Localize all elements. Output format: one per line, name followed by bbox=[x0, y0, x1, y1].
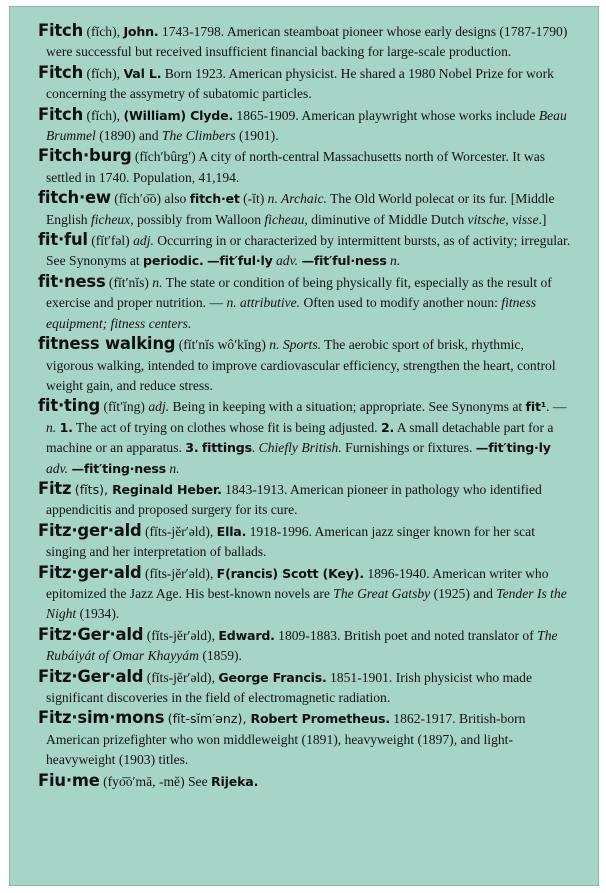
entry-bold-term: John. bbox=[123, 24, 159, 39]
entry-italic-text: n. Sports. bbox=[269, 337, 322, 353]
entry-italic-text: fitness equipment; fitness centers. bbox=[46, 295, 537, 331]
dictionary-entry bbox=[38, 667, 574, 709]
dictionary-entry bbox=[38, 521, 574, 563]
entry-headword: Fitch·burg bbox=[38, 146, 132, 166]
entry-text: (fĭch′bûrg′) A city of north-central Massachusetts north of Worcester. It was settled in 1740. Population, 41,194. bbox=[46, 149, 546, 185]
entry-text: (fĭts-jĕr′əld), bbox=[141, 523, 217, 539]
dictionary-entry bbox=[38, 479, 574, 521]
entry-headword: Fitz bbox=[38, 478, 72, 498]
entry-italic-text: adv. bbox=[276, 253, 299, 269]
entry-pronunciation: (fĭts), bbox=[74, 481, 113, 497]
entry-headword: fitch·ew bbox=[38, 188, 111, 208]
entry-text: A small detachable part for a machine or an apparatus. bbox=[46, 419, 554, 456]
entry-bold-term: Edward. bbox=[218, 627, 275, 643]
dictionary-entry bbox=[38, 63, 574, 105]
entry-headword: Fitz·ger·ald bbox=[38, 520, 142, 540]
entry-italic-text: Tender Is the Night bbox=[46, 585, 567, 622]
entry-italic-text: vitsche, visse bbox=[467, 211, 539, 227]
entry-bold-term: Robert Prometheus. bbox=[250, 711, 390, 727]
entry-text: (1925) and bbox=[430, 585, 497, 601]
entry-bold-term: —fit′ting·ly bbox=[475, 440, 551, 456]
entry-text: (fĭts-jĕr′əld), bbox=[141, 565, 217, 581]
entry-headword: Fitch bbox=[38, 104, 84, 124]
entry-bold-term: (William) Clyde. bbox=[123, 107, 234, 123]
entry-text: Often used to modify another noun: bbox=[300, 295, 502, 311]
entry-text: (fĭts-jĕr′əld), bbox=[143, 627, 219, 643]
entry-italic-text: adv. bbox=[46, 460, 69, 476]
entry-bold-term: fit¹ bbox=[525, 399, 547, 415]
entry-italic-text: adj. bbox=[148, 399, 170, 415]
entry-text: The state or condition of being physically fit, especially as the result of exercise and proper nutrition. — bbox=[46, 274, 552, 311]
entry-text: (fĭch), bbox=[83, 107, 124, 123]
entry-italic-text: n. bbox=[152, 274, 163, 290]
entry-text: (fĭt′fəl) bbox=[87, 233, 134, 249]
entry-italic-text: n. bbox=[169, 460, 180, 476]
entry-text: (fĭch), bbox=[83, 24, 124, 39]
entry-text: The aerobic sport of brisk, rhythmic, vigorous walking, intended to improve cardiovascular efficiency, strengthen the heart, control weight gain, and reduce stress. bbox=[46, 337, 556, 393]
entry-italic-text: adj. bbox=[133, 233, 154, 249]
entry-text: (fĭch′o͞o) also bbox=[110, 191, 190, 207]
entry-headword: Fitch bbox=[38, 21, 84, 40]
entry-bold-term: Val L. bbox=[123, 65, 162, 81]
entry-bold-term: 2. bbox=[380, 419, 395, 435]
entry-headword: Fitz·sim·mons bbox=[38, 708, 165, 728]
entry-italic-text: n. attributive. bbox=[226, 295, 301, 311]
entry-italic-text: Beau Brummel bbox=[46, 107, 567, 144]
entry-text: Furnishings or fixtures. bbox=[341, 440, 476, 456]
entry-text: 1865-1909. American playwright whose works include bbox=[233, 107, 539, 123]
dictionary-entry bbox=[38, 105, 574, 147]
entry-bold-term: fittings bbox=[201, 440, 252, 456]
entry-text: .] bbox=[538, 211, 547, 227]
entry-headword: fit·ful bbox=[38, 230, 88, 250]
entry-bold-term: —fit′ting·ness bbox=[71, 460, 166, 476]
entry-text: 1843-1913. American pioneer in pathology who identified appendicitis and proposed surgery for its cure. bbox=[46, 481, 542, 518]
entry-text: , possibly from Walloon bbox=[130, 211, 265, 227]
entry-italic-text: Chiefly British. bbox=[258, 440, 342, 456]
dictionary-entry bbox=[38, 396, 574, 479]
entry-headword: Fitch bbox=[38, 62, 84, 82]
entry-text: Being in keeping with a situation; appropriate. See Synonyms at bbox=[169, 399, 526, 415]
dictionary-entry bbox=[38, 708, 574, 770]
entry-text: (1934). bbox=[76, 606, 120, 622]
entry-italic-text: ficheau bbox=[264, 211, 305, 227]
dictionary-entries bbox=[38, 21, 574, 792]
entry-text: (fĭch), bbox=[83, 65, 124, 81]
entry-headword: fitness walking bbox=[38, 334, 176, 354]
entry-text: (1859). bbox=[198, 648, 242, 664]
entry-bold-term: 1. bbox=[59, 419, 73, 435]
entry-text: 1896-1940. American writer who epitomized the Jazz Age. His best-known novels are bbox=[46, 565, 549, 601]
entry-text: (fĭts-jĕr′əld), bbox=[143, 669, 219, 685]
entry-pronunciation: (fĭt-sĭm′ənz), bbox=[167, 711, 251, 727]
entry-italic-text: The Climbers bbox=[161, 128, 236, 144]
entry-bold-term: periodic. bbox=[143, 253, 204, 269]
entry-text: (fĭt′ĭng) bbox=[100, 399, 149, 415]
entry-bold-term: —fit′ful·ly bbox=[206, 253, 273, 269]
entry-italic-text: n. bbox=[390, 253, 401, 269]
entry-text: (-ĭt) bbox=[239, 191, 268, 207]
dictionary-page bbox=[9, 6, 599, 886]
dictionary-entry bbox=[38, 21, 574, 63]
dictionary-entry bbox=[38, 563, 574, 625]
entry-italic-text: The Rubáiyát of Omar Khayyám bbox=[46, 627, 558, 664]
entry-bold-term: —fit′ful·ness bbox=[301, 253, 387, 269]
entry-text: (fĭt′nĭs) bbox=[105, 274, 153, 290]
entry-bold-term: Ella. bbox=[216, 523, 247, 539]
entry-text: 1743-1798. American steamboat pioneer whose early designs (1787-1790) were successful but received insufficient financial backing for large-scale production. bbox=[46, 24, 568, 60]
entry-bold-term: F(rancis) Scott (Key). bbox=[216, 565, 364, 581]
entry-italic-text: n. bbox=[46, 419, 57, 435]
entry-text: (fĭt′nĭs wô′kĭng) bbox=[175, 337, 270, 353]
entry-text: Occurring in or characterized by intermittent bursts, as of activity; irregular. See Synonyms at bbox=[46, 233, 571, 269]
entry-headword: Fitz·ger·ald bbox=[38, 562, 142, 582]
entry-italic-text: n. Archaic. bbox=[267, 191, 327, 207]
entry-headword: Fitz·Ger·ald bbox=[38, 624, 144, 644]
dictionary-entry bbox=[38, 188, 574, 230]
entry-italic-text: The Great Gatsby bbox=[333, 585, 431, 601]
entry-text: 1809-1883. British poet and noted translator of bbox=[274, 627, 538, 643]
entry-bold-term: 3. bbox=[185, 440, 199, 456]
entry-text: (1890) and bbox=[95, 128, 162, 144]
entry-text: . bbox=[251, 440, 259, 456]
dictionary-entry bbox=[38, 230, 574, 272]
entry-bold-term: fitch·et bbox=[189, 191, 240, 207]
dictionary-entry bbox=[38, 272, 574, 334]
entry-text: , diminutive of Middle Dutch bbox=[304, 211, 468, 227]
entry-text: The Old World polecat or its fur. [Middle English bbox=[46, 191, 555, 227]
entry-text: (1901). bbox=[235, 128, 279, 144]
dictionary-entry bbox=[38, 146, 574, 188]
dictionary-entry bbox=[38, 334, 574, 396]
dictionary-entry bbox=[38, 771, 574, 792]
dictionary-entry bbox=[38, 625, 574, 667]
entry-text: 1851-1901. Irish physicist who made significant discoveries in the field of electromagnetic radiation. bbox=[46, 669, 533, 705]
entry-italic-text: ficheux bbox=[90, 211, 131, 227]
entry-headword: Fiu·me bbox=[38, 770, 100, 790]
entry-text: Born 1923. American physicist. He shared a 1980 Nobel Prize for work concerning the assymetry of subatomic particles. bbox=[46, 65, 554, 102]
entry-text: 1918-1996. American jazz singer known for her scat singing and her interpretation of ballads. bbox=[46, 523, 535, 560]
entry-text: (fyo͞o′mā, -mĕ) See bbox=[99, 773, 212, 789]
entry-text: 1862-1917. British-born American prizefighter who won middleweight (1891), heavyweight (1897), and light-heavyweight (1903) titles. bbox=[46, 711, 526, 768]
entry-text: The act of trying on clothes whose fit is being adjusted. bbox=[72, 419, 381, 435]
entry-bold-term: Rijeka. bbox=[211, 773, 259, 789]
entry-bold-term: Reginald Heber. bbox=[112, 481, 222, 497]
entry-headword: fit·ting bbox=[38, 396, 101, 416]
entry-bold-term: George Francis. bbox=[218, 669, 327, 685]
entry-headword: Fitz·Ger·ald bbox=[38, 666, 144, 686]
entry-headword: fit·ness bbox=[38, 271, 106, 291]
entry-text: . — bbox=[546, 399, 567, 415]
